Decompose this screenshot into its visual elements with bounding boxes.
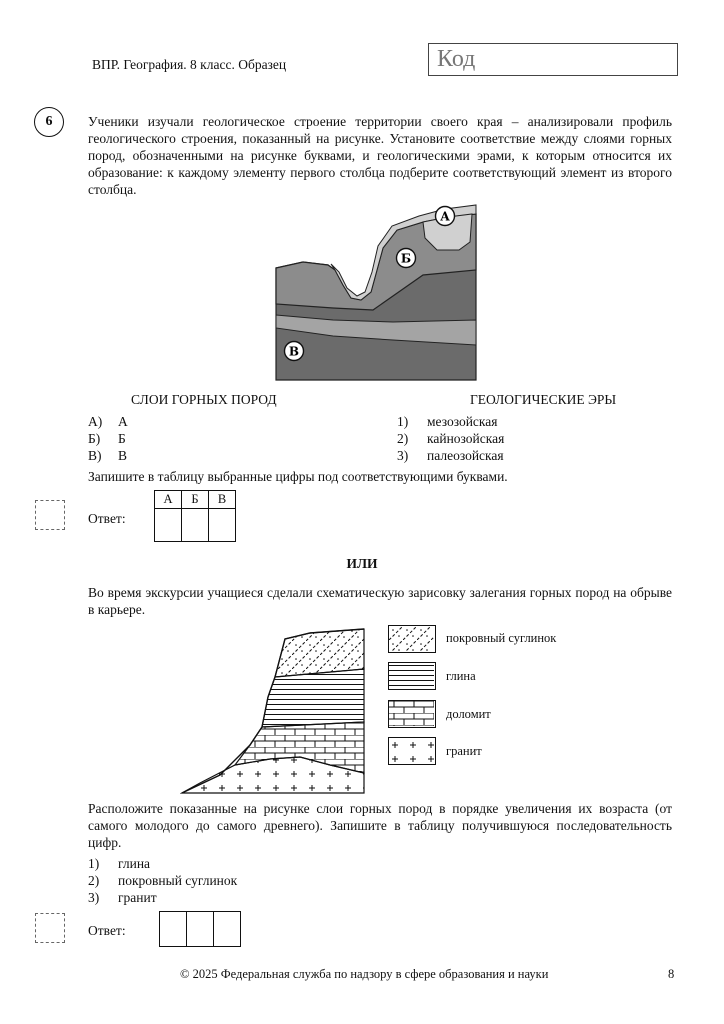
legend-swatch-dolomite — [388, 700, 436, 728]
option-item: 3) гранит — [88, 890, 157, 905]
alt-question-text: Расположите показанные на рисунке слои горных пород в порядке увеличения их возраста (от самого молодого до самого древнего). Запишите в таблицу получившуюся последовательность цифр. — [88, 801, 672, 850]
answer-header-a: А — [155, 491, 182, 509]
geological-profile-figure — [273, 200, 479, 382]
answer-table-2 — [159, 911, 241, 947]
column-left-title: СЛОИ ГОРНЫХ ПОРОД — [131, 392, 277, 407]
task-instruction: Запишите в таблицу выбранные цифры под соответствующими буквами. — [88, 469, 508, 484]
right-item: 2) кайнозойская — [397, 431, 505, 446]
answer-table-1 — [154, 490, 236, 542]
legend-label-loam: покровный суглинок — [446, 631, 557, 645]
legend-swatch-clay — [388, 662, 436, 690]
answer-header-b: Б — [182, 491, 209, 509]
label-c: В — [288, 344, 300, 359]
code-label: Код — [437, 46, 476, 72]
task-number-badge: 6 — [34, 107, 64, 137]
page-header-title: ВПР. География. 8 класс. Образец — [92, 57, 287, 72]
label-b: Б — [400, 251, 412, 266]
footer-copyright: © 2025 Федеральная служба по надзору в сфере образования и науки — [180, 967, 549, 981]
left-item: Б) Б — [88, 431, 126, 446]
quarry-sketch-figure — [180, 627, 366, 795]
left-item: А) А — [88, 414, 128, 429]
answer-header-c: В — [209, 491, 236, 509]
answer-label-1: Ответ: — [88, 511, 126, 526]
or-separator: ИЛИ — [346, 556, 378, 571]
legend-label-clay: глина — [446, 669, 476, 683]
sketch-layer-clay — [262, 669, 364, 727]
score-box-2[interactable] — [35, 913, 65, 943]
answer-cell-2[interactable] — [187, 912, 214, 947]
legend-swatch-loam — [388, 625, 436, 653]
option-item: 1) глина — [88, 856, 151, 871]
answer-label-2: Ответ: — [88, 923, 126, 938]
answer-cell-1[interactable] — [160, 912, 187, 947]
answer-cell-c[interactable] — [209, 509, 236, 542]
task-intro-text: Ученики изучали геологическое строение территории своего края – анализировали профиль геологического строения, показанный на рисунке. Установите соответствие между слоями горных пород, обозначенными на рисунке буквами, и геологическими эрами, к которым относится их образование: к каждому элементу первого столбца подберите соответствующий элемент из второго столбца. — [88, 114, 672, 197]
page-number: 8 — [668, 967, 675, 981]
answer-cell-b[interactable] — [182, 509, 209, 542]
label-a: А — [440, 209, 450, 224]
right-item: 3) палеозойская — [397, 448, 504, 463]
score-box-1[interactable] — [35, 500, 65, 530]
legend-swatch-granite — [388, 737, 436, 765]
left-item: В) В — [88, 448, 128, 463]
code-field[interactable] — [428, 43, 678, 76]
legend-label-granite: гранит — [446, 744, 482, 758]
right-item: 1) мезозойская — [397, 414, 498, 429]
legend-label-dolomite: доломит — [446, 707, 491, 721]
answer-cell-a[interactable] — [155, 509, 182, 542]
column-right-title: ГЕОЛОГИЧЕСКИЕ ЭРЫ — [470, 392, 617, 407]
alt-intro-text: Во время экскурсии учащиеся сделали схематическую зарисовку залегания горных пород на обрыве в карьере. — [88, 585, 672, 617]
answer-cell-3[interactable] — [214, 912, 241, 947]
option-item: 2) покровный суглинок — [88, 873, 238, 888]
